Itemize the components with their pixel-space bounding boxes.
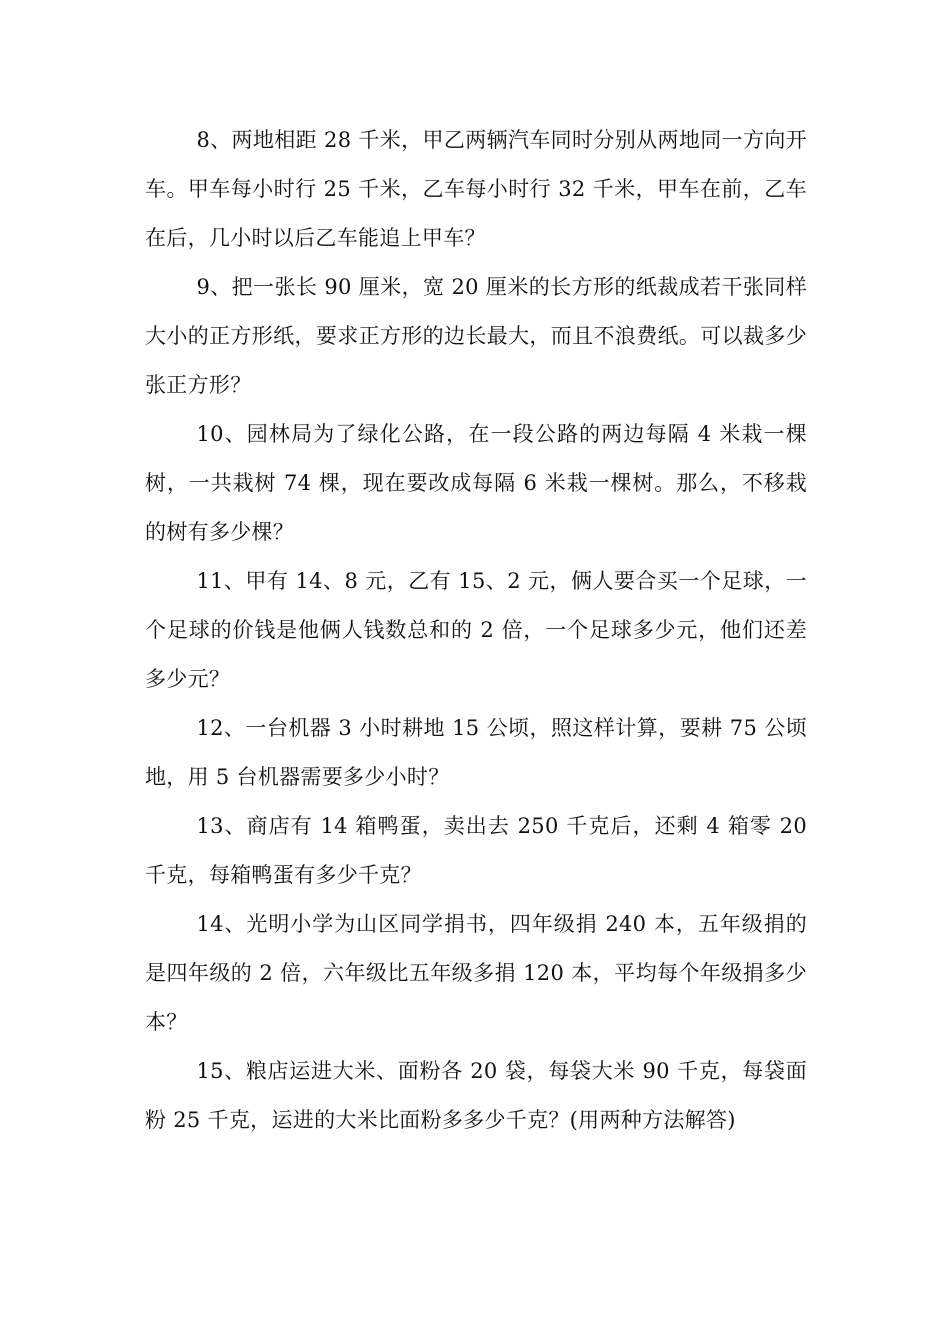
problem-14: 14、光明小学为山区同学捐书，四年级捐 240 本，五年级捐的是四年级的 2 倍，六年级比五年级多捐 120 本，平均每个年级捐多少本？ (145, 912, 807, 1034)
problem-11: 11、甲有 14、8 元，乙有 15、2 元，俩人要合买一个足球，一个足球的价钱是他俩人钱数总和的 2 倍，一个足球多少元，他们还差多少元？ (145, 569, 807, 691)
problem-15: 15、粮店运进大米、面粉各 20 袋，每袋大米 90 千克，每袋面粉 25 千克，运进的大米比面粉多多少千克？(用两种方法解答) (145, 1059, 807, 1132)
problem-13: 13、商店有 14 箱鸭蛋，卖出去 250 千克后，还剩 4 箱零 20 千克，每箱鸭蛋有多少千克？ (145, 814, 807, 887)
problem-12: 12、一台机器 3 小时耕地 15 公顷，照这样计算，要耕 75 公顷地，用 5 台机器需要多少小时？ (145, 716, 807, 789)
problem-list (145, 116, 807, 1145)
problem-8: 8、两地相距 28 千米，甲乙两辆汽车同时分别从两地同一方向开车。甲车每小时行 25 千米，乙车每小时行 32 千米，甲车在前，乙车在后，几小时以后乙车能追上甲车？ (145, 128, 807, 250)
problem-10: 10、园林局为了绿化公路，在一段公路的两边每隔 4 米栽一棵树，一共栽树 74 棵，现在要改成每隔 6 米栽一棵树。那么，不移栽的树有多少棵？ (145, 422, 807, 544)
problem-9: 9、把一张长 90 厘米，宽 20 厘米的长方形的纸裁成若干张同样大小的正方形纸，要求正方形的边长最大，而且不浪费纸。可以裁多少张正方形？ (145, 275, 807, 397)
